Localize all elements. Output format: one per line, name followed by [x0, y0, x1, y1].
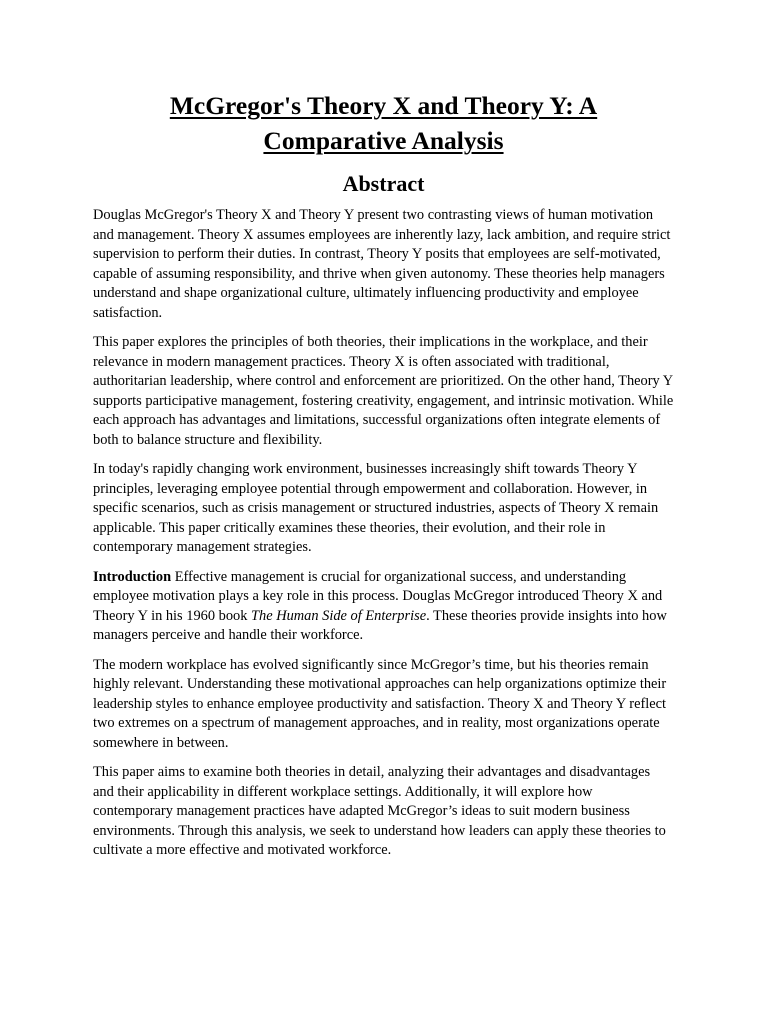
book-title: The Human Side of Enterprise: [251, 607, 427, 624]
abstract-heading: Abstract: [342, 171, 425, 196]
introduction-paragraph: [93, 568, 674, 646]
document-title: McGregor's Theory X and Theory Y: A Comparative Analysis: [169, 91, 598, 155]
introduction-text-part-2: . These theories provide insights into how managers perceive and handle their workforce.: [93, 607, 667, 643]
abstract-paragraph-3: In today's rapidly changing work environment, businesses increasingly shift towards Theory Y principles, leveraging employee potential through empowerment and collaboration. However, in specific scenarios, such as crisis management or structured industries, aspects of Theory X remain applicable. This paper critically examines these theories, their evolution, and their role in contemporary management strategies.: [93, 461, 659, 555]
document-page: [93, 88, 674, 871]
abstract-paragraph-2: This paper explores the principles of both theories, their implications in the workplace, and their relevance in modern management practices. Theory X is often associated with traditional, authoritarian leadership, where control and enforcement are prioritized. On the other hand, Theory Y supports participative management, fostering creativity, engagement, and intrinsic motivation. While each approach has advantages and limitations, successful organizations often integrate elements of both to balance structure and flexibility.: [93, 334, 674, 448]
introduction-text-part-1: Effective management is crucial for organizational success, and understanding employee motivation plays a key role in this process. Douglas McGregor introduced Theory X and Theory Y in his 1960 book: [93, 568, 663, 624]
introduction-label: Introduction: [93, 568, 172, 585]
abstract-paragraph-1: Douglas McGregor's Theory X and Theory Y present two contrasting views of human motivation and management. Theory X assumes employees are inherently lazy, lack ambition, and require strict supervision to perform their duties. In contrast, Theory Y posits that employees are self-motivated, capable of assuming responsibility, and thrive when given autonomy. These theories help managers understand and shape organizational culture, ultimately influencing productivity and employee satisfaction.: [93, 207, 671, 321]
body-paragraph-5: The modern workplace has evolved significantly since McGregor’s time, but his theories remain highly relevant. Understanding these motivational approaches can help organizations optimize their leadership styles to enhance employee productivity and satisfaction. Theory X and Theory Y reflect two extremes on a spectrum of management approaches, and in reality, most organizations operate somewhere in between.: [93, 656, 667, 751]
body-paragraph-6: This paper aims to examine both theories in detail, analyzing their advantages and disadvantages and their applicability in different workplace settings. Additionally, it will explore how contemporary management practices have adapted McGregor’s ideas to suit modern business environments. Through this analysis, we seek to understand how leaders can apply these theories to cultivate a more effective and motivated workforce.: [93, 764, 666, 858]
